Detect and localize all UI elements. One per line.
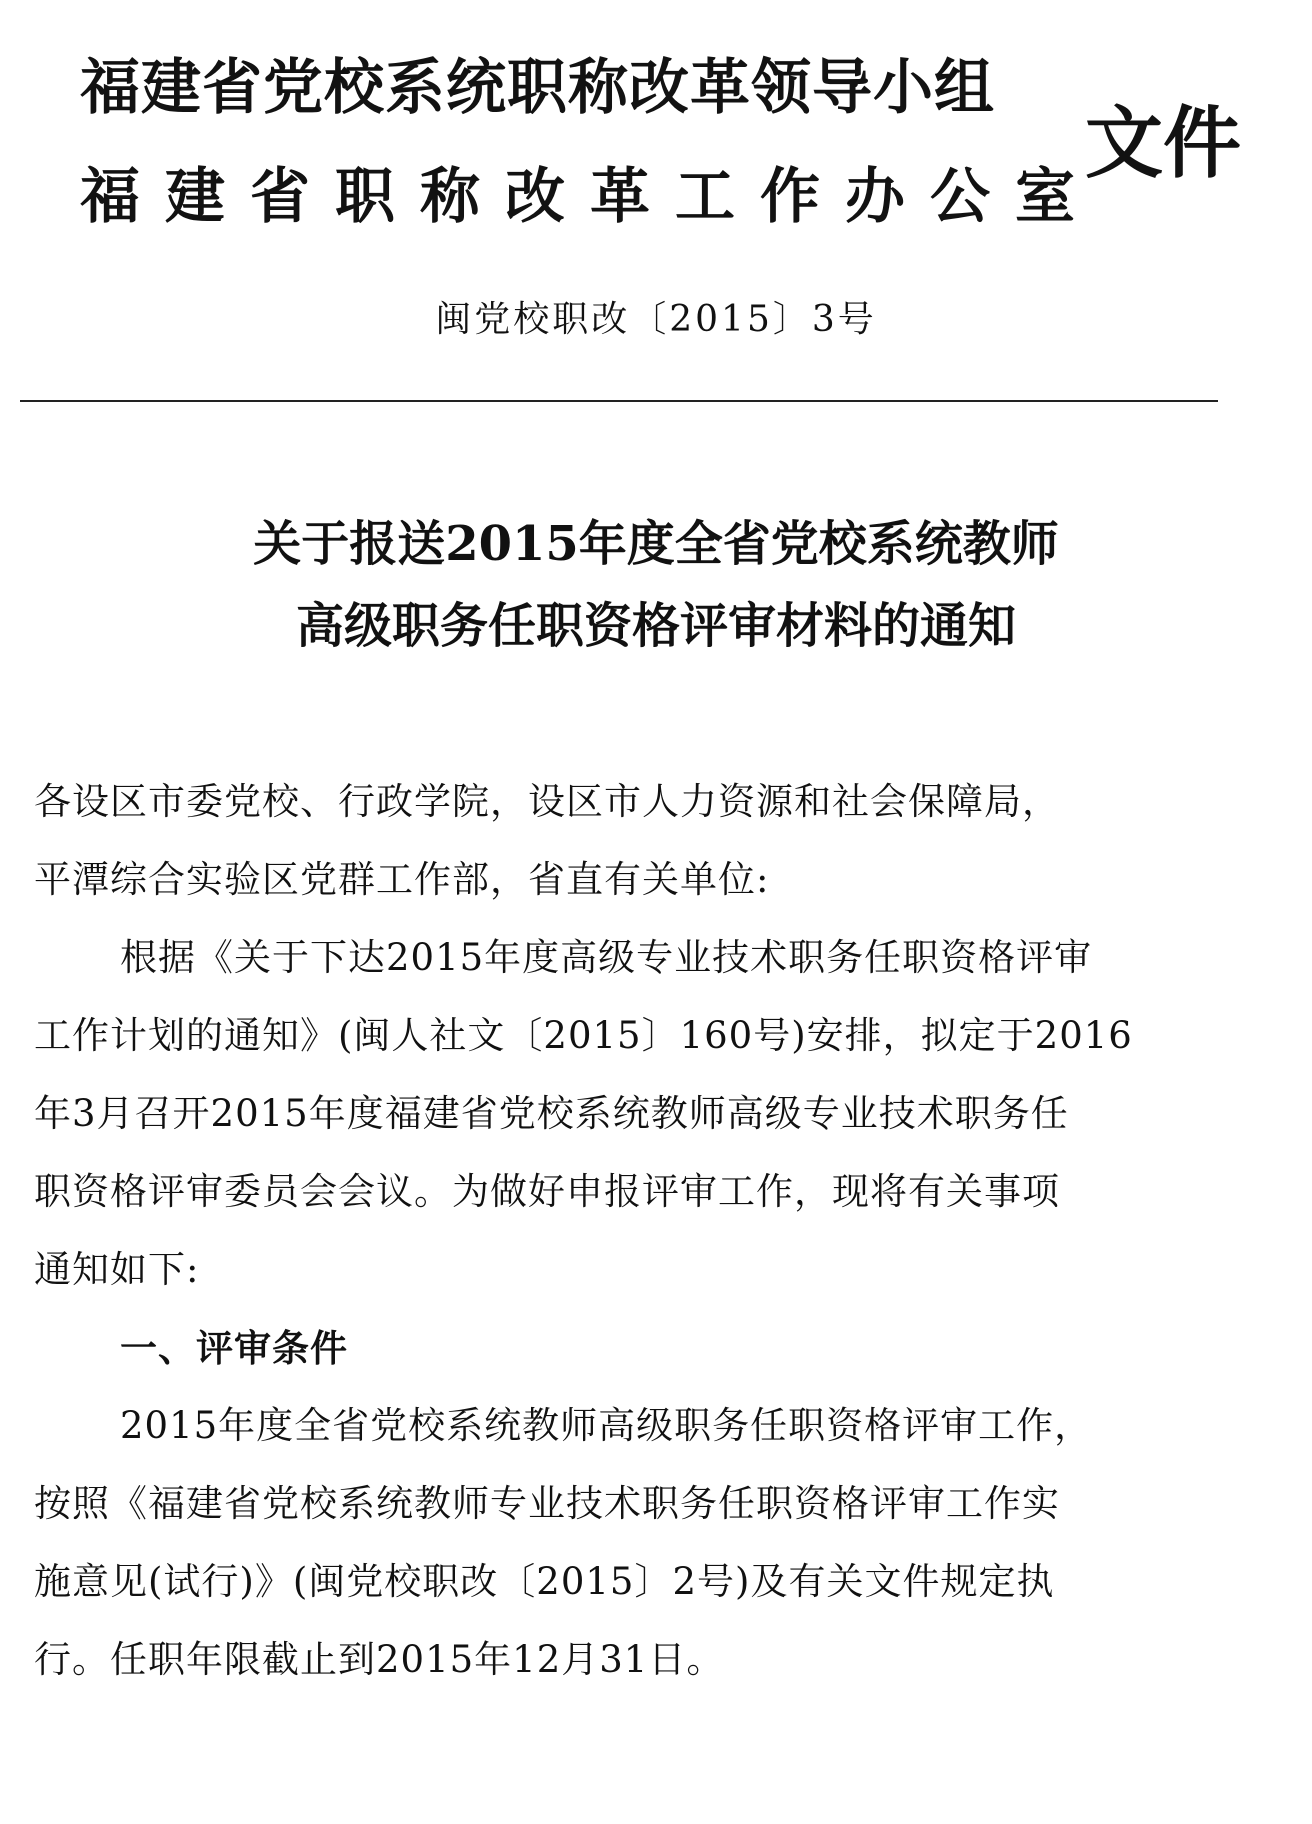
section-1-heading: 一、评审条件 (120, 1326, 348, 1370)
paragraph-1-line-2: 工作计划的通知》(闽人社文〔2015〕160号)安排，拟定于2016 (34, 1014, 1133, 1057)
paragraph-1-line-5: 通知如下: (34, 1248, 200, 1291)
paragraph-1-line-4: 职资格评审委员会会议。为做好申报评审工作，现将有关事项 (34, 1170, 1060, 1213)
paragraph-1-line-3: 年3月召开2015年度福建省党校系统教师高级专业技术职务任 (34, 1092, 1069, 1135)
addressee-line-1: 各设区市委党校、行政学院，设区市人力资源和社会保障局， (34, 780, 1060, 823)
paragraph-2-line-1: 2015年度全省党校系统教师高级职务任职资格评审工作， (120, 1404, 1093, 1447)
paragraph-2-line-2: 按照《福建省党校系统教师专业技术职务任职资格评审工作实 (34, 1482, 1060, 1525)
issuing-org-line-2: 福建省职称改革工作办公室 (80, 162, 1100, 232)
paragraph-1-line-1: 根据《关于下达2015年度高级专业技术职务任职资格评审 (120, 936, 1093, 979)
document-number: 闽党校职改〔2015〕3号 (435, 299, 877, 340)
issuing-org-line-1: 福建省党校系统职称改革领导小组 (80, 53, 995, 123)
document-type-label: 文件 (1085, 99, 1242, 189)
paragraph-2-line-4: 行。任职年限截止到2015年12月31日。 (34, 1638, 725, 1681)
header-divider (20, 400, 1218, 402)
title-line-2: 高级职务任职资格评审材料的通知 (295, 598, 1016, 654)
paragraph-2-line-3: 施意见(试行)》(闽党校职改〔2015〕2号)及有关文件规定执 (34, 1560, 1055, 1603)
addressee-line-2: 平潭综合实验区党群工作部，省直有关单位: (34, 858, 770, 901)
title-line-1: 关于报送2015年度全省党校系统教师 (253, 516, 1059, 572)
